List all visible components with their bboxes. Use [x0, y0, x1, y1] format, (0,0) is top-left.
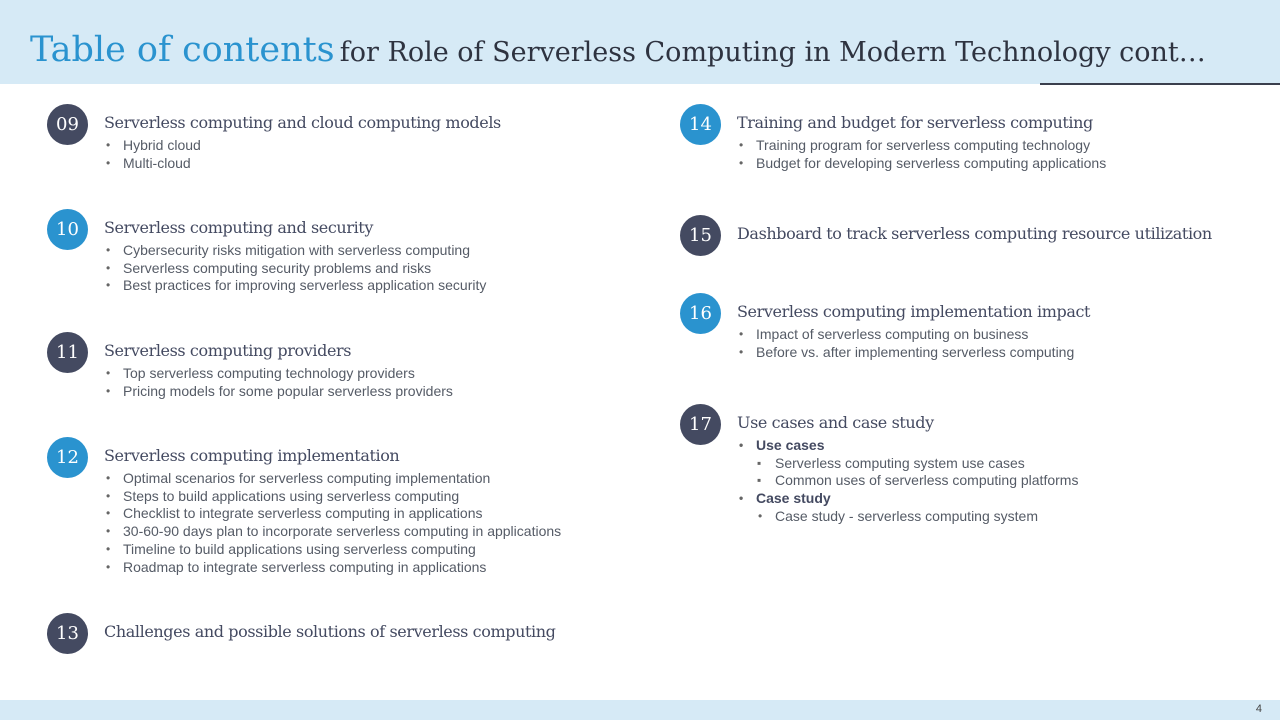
section-title: Challenges and possible solutions of serverless computing [104, 622, 556, 641]
page-title [30, 30, 1206, 70]
list-item: • Roadmap to integrate serverless computing in applications [104, 559, 561, 577]
section-number-badge: 14 [680, 104, 721, 145]
section-number-badge: 16 [680, 293, 721, 334]
section-title: Use cases and case study [737, 413, 934, 432]
section-number-badge: 09 [47, 104, 88, 145]
section-title: Dashboard to track serverless computing resource utilization [737, 224, 1212, 243]
section-number-badge: 15 [680, 215, 721, 256]
section-items [104, 242, 486, 295]
list-subitem: ▪ Serverless computing system use cases [737, 455, 1078, 473]
section-number-badge: 10 [47, 209, 88, 250]
section-title: Serverless computing implementation impact [737, 302, 1091, 321]
list-item: • Optimal scenarios for serverless computing implementation [104, 470, 561, 488]
list-subitem: • Case study - serverless computing system [737, 508, 1078, 526]
section-title: Serverless computing implementation [104, 446, 400, 465]
section-items [104, 365, 453, 400]
section-items [737, 137, 1106, 172]
section-title: Serverless computing providers [104, 341, 352, 360]
section-title: Training and budget for serverless computing [737, 113, 1093, 132]
footer-band [0, 700, 1280, 720]
section-items [737, 437, 1078, 526]
section-number-badge: 13 [47, 613, 88, 654]
list-item: • Impact of serverless computing on business [737, 326, 1074, 344]
list-item: • Pricing models for some popular serverless providers [104, 383, 453, 401]
section-number-badge: 17 [680, 404, 721, 445]
header-divider [1040, 83, 1280, 85]
section-items [737, 326, 1074, 361]
list-item: • Steps to build applications using serverless computing [104, 488, 561, 506]
list-item: • Cybersecurity risks mitigation with serverless computing [104, 242, 486, 260]
section-number-badge: 12 [47, 437, 88, 478]
list-item: • Checklist to integrate serverless computing in applications [104, 505, 561, 523]
list-item: • 30-60-90 days plan to incorporate serverless computing in applications [104, 523, 561, 541]
section-number-badge: 11 [47, 332, 88, 373]
page-number: 4 [1255, 703, 1262, 715]
list-item: • Serverless computing security problems and risks [104, 260, 486, 278]
title-accent: Table of contents [30, 30, 335, 70]
list-item: • Timeline to build applications using serverless computing [104, 541, 561, 559]
section-title: Serverless computing and security [104, 218, 373, 237]
list-item: • Top serverless computing technology providers [104, 365, 453, 383]
list-item: • Hybrid cloud [104, 137, 201, 155]
list-group-heading: • Use cases [737, 437, 1078, 455]
list-item: • Before vs. after implementing serverless computing [737, 344, 1074, 362]
section-title: Serverless computing and cloud computing models [104, 113, 501, 132]
list-item: • Budget for developing serverless computing applications [737, 155, 1106, 173]
header-band [0, 0, 1280, 84]
list-group-heading: • Case study [737, 490, 1078, 508]
list-subitem: ▪ Common uses of serverless computing platforms [737, 472, 1078, 490]
list-item: • Best practices for improving serverless application security [104, 277, 486, 295]
list-item: • Multi-cloud [104, 155, 201, 173]
section-items [104, 470, 561, 576]
section-items [104, 137, 201, 172]
list-item: • Training program for serverless computing technology [737, 137, 1106, 155]
title-rest: for Role of Serverless Computing in Modern Technology cont… [339, 37, 1206, 68]
